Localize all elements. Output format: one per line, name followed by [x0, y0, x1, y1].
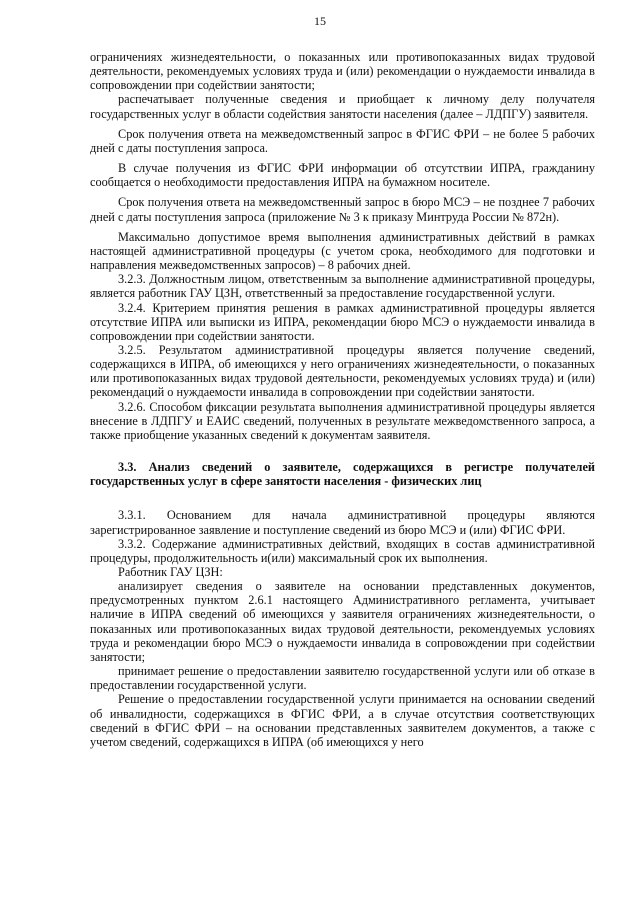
- paragraph: принимает решение о предоставлении заявителю государственной услуги или об отказе в предоставлении государственной услуги.: [90, 664, 595, 693]
- paragraph: 3.2.4. Критерием принятия решения в рамках административной процедуры является отсутствие ИПРА или выписки из ИПРА, рекомендации бюро МСЭ о нуждаемости инвалида в сопровождении при содействии занятости.: [90, 300, 595, 343]
- paragraph: Работник ГАУ ЦЗН:: [118, 565, 223, 579]
- paragraph: Срок получения ответа на межведомственный запрос в ФГИС ФРИ – не более 5 рабочих дней с даты поступления запроса.: [90, 126, 595, 155]
- paragraph: 3.3.2. Содержание административных действий, входящих в состав административной процедуры, продолжительность и(или) максимальный срок их выполнения.: [90, 536, 595, 565]
- paragraph: ограничениях жизнедеятельности, о показанных или противопоказанных видах трудовой деятельности, рекомендуемых условиях труда и (или) рекомендации о нуждаемости инвалида в сопровождении при содействии занятости;: [90, 50, 595, 93]
- paragraph: Решение о предоставлении государственной услуги принимается на основании сведений об инвалидности, содержащихся в ФГИС ФРИ, а в случае отсутствия соответствующих сведений в ФГИС ФРИ – на основании представленных заявителем документов, а также с учетом сведений, содержащихся в ИПРА (об имеющихся у него: [90, 692, 595, 749]
- paragraph: анализирует сведения о заявителе на основании представленных документов, предусмотренных пунктом 2.6.1 настоящего Административного регламента, учитывает наличие в ИПРА сведений об имеющихся у заявителя ограничениях жизнедеятельности, о показанных или противопоказанных видах трудовой деятельности, рекомендуемых условиях труда и рекомендации бюро МСЭ о нуждаемости инвалида в сопровождении при содействии занятости;: [90, 579, 595, 664]
- paragraph: В случае получения из ФГИС ФРИ информации об отсутствии ИПРА, гражданину сообщается о необходимости предоставления ИПРА на бумажном носителе.: [90, 161, 595, 190]
- paragraph: 3.2.3. Должностным лицом, ответственным за выполнение административной процедуры, является работник ГАУ ЦЗН, ответственный за предоставление государственной услуги.: [90, 272, 595, 301]
- paragraph: Срок получения ответа на межведомственный запрос в бюро МСЭ – не позднее 7 рабочих дней с даты поступления запроса (приложение № 3 к приказу Минтруда России № 872н).: [90, 195, 595, 224]
- page-number: 15: [314, 14, 326, 28]
- paragraph: 3.3.1. Основанием для начала административной процедуры являются зарегистрированное заявление и поступление сведений из бюро МСЭ и (или) ФГИС ФРИ.: [90, 508, 595, 537]
- paragraph: Максимально допустимое время выполнения административных действий в рамках настоящей административной процедуры (с учетом срока, необходимого для подготовки и направления межведомственных запросов) – 8 рабочих дней.: [90, 229, 595, 273]
- document-body: [90, 50, 595, 749]
- paragraph: 3.2.6. Способом фиксации результата выполнения административной процедуры является внесение в ЛДПГУ и ЕАИС сведений, полученных в результате межведомственного запроса, а также приобщение указанных сведений к документам заявителя.: [90, 399, 595, 442]
- section-heading: 3.3. Анализ сведений о заявителе, содержащихся в регистре получателей государственных услуг в сфере занятости населения - физических лиц: [90, 460, 595, 489]
- paragraph: 3.2.5. Результатом административной процедуры является получение сведений, содержащихся в ИПРА, об имеющихся у него ограничениях жизнедеятельности, о показанных или противопоказанных видах трудовой деятельности, рекомендуемых условиях труда) и (или) рекомендаций о нуждаемости инвалида в сопровождении при содействии занятости.: [90, 342, 595, 400]
- paragraph: распечатывает полученные сведения и приобщает к личному делу получателя государственных услуг в области содействия занятости населения (далее – ЛДПГУ) заявителя.: [90, 92, 595, 121]
